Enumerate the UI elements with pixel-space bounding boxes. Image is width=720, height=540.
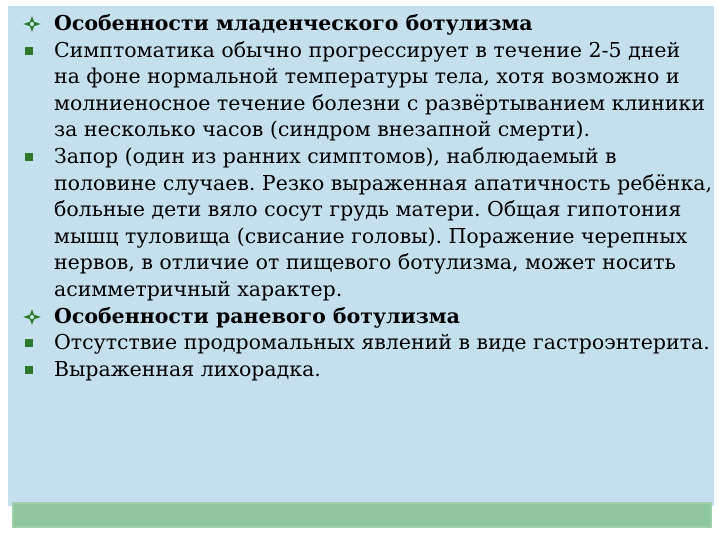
section-heading-text: Особенности младенческого ботулизма bbox=[54, 11, 533, 35]
bullet-item-symptoms bbox=[22, 37, 712, 143]
section-heading-text: Особенности раневого ботулизма bbox=[54, 303, 460, 328]
bullet-item-text: Отсутствие продромальных явлений в виде гастроэнтерита. bbox=[54, 330, 710, 355]
slide-content bbox=[22, 10, 712, 382]
bullet-item-no-prodrome bbox=[22, 329, 712, 356]
square-bullet-icon bbox=[22, 329, 44, 356]
bullet-item-text: Симптоматика обычно прогрессирует в течение 2-5 дней на фоне нормальной температуры тела, хотя возможно и молниеносное течение болезни с развёртыванием клиники за несколько часов (синдром внезапной смерти). bbox=[54, 37, 705, 142]
diamond-bullet-icon bbox=[22, 303, 44, 330]
section-heading-wound-botulism bbox=[22, 303, 712, 330]
section-heading-infant-botulism bbox=[22, 10, 712, 37]
bullet-item-text: Выраженная лихорадка. bbox=[54, 356, 321, 381]
footer-band bbox=[12, 502, 712, 528]
bullet-item-fever bbox=[22, 356, 712, 383]
square-bullet-icon bbox=[22, 143, 44, 170]
bullet-item-constipation bbox=[22, 143, 712, 303]
square-bullet-icon bbox=[22, 37, 44, 64]
bullet-item-text: Запор (один из ранних симптомов), наблюдаемый в половине случаев. Резко выраженная апатичность ребёнка, больные дети вяло сосут грудь матери. Общая гипотония мышц туловища (свисание головы). Поражение черепных нервов, в отличие от пищевого ботулизма, может носить асимметричный характер. bbox=[54, 143, 713, 301]
diamond-bullet-icon bbox=[22, 10, 44, 37]
square-bullet-icon bbox=[22, 356, 44, 383]
